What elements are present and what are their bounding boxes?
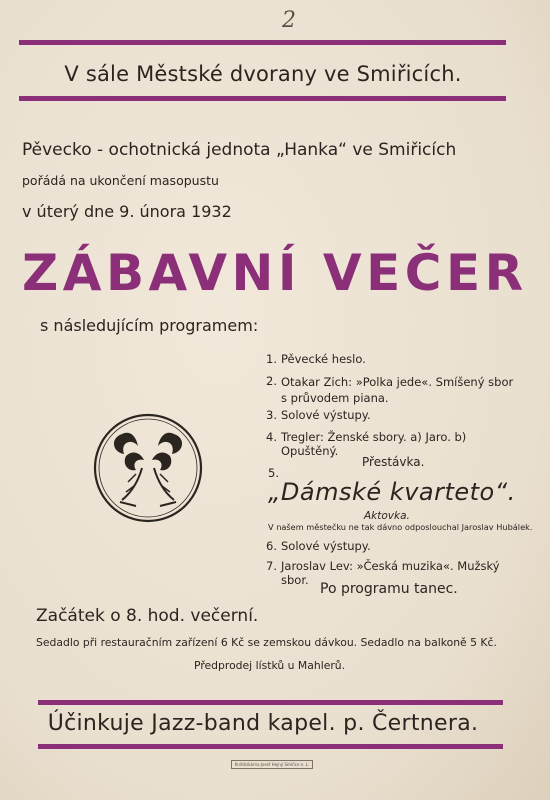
interval-label: Přestávka. — [362, 455, 425, 469]
occasion-line: pořádá na ukončení masopustu — [22, 173, 219, 188]
quartet-note: V našem městečku ne tak dávno odposlouchal Jaroslav Hubálek. — [268, 522, 533, 532]
event-date: v úterý dne 9. února 1932 — [22, 202, 232, 221]
program-item-number: 1. — [266, 352, 277, 366]
program-item-text: Solové výstupy. — [281, 539, 371, 553]
program-item-number: 7. — [266, 559, 277, 573]
bottom-rule-lower — [38, 744, 503, 749]
program-item-number: 5. — [268, 466, 279, 480]
after-program-note: Po programu tanec. — [320, 581, 458, 597]
top-rule-lower — [19, 96, 506, 101]
program-item-number: 6. — [266, 539, 277, 553]
presale-info: Předprodej lístků u Mahlerů. — [194, 659, 346, 672]
organizer-line: Pěvecko - ochotnická jednota „Hanka“ ve Smiřicích — [22, 140, 457, 160]
program-item-text: Jaroslav Lev: »Česká muzika«. Mužský sbor. — [281, 559, 500, 587]
band-credit: Účinkuje Jazz-band kapel. p. Čertnera. — [47, 711, 479, 736]
program-item-text: Otakar Zich: »Polka jede«. Smíšený sbor s průvodem piana. — [281, 375, 514, 405]
program-intro: s následujícím programem: — [40, 316, 259, 335]
seating-prices: Sedadlo při restauračním zařízení 6 Kč se zemskou dávkou. Sedadlo na balkoně 5 Kč. — [36, 636, 497, 649]
program-item-text: Solové výstupy. — [281, 408, 371, 422]
emblem-icon — [92, 412, 204, 524]
event-title: ZÁBAVNÍ VEČER — [22, 244, 528, 302]
quartet-title: „Dámské kvarteto“. — [268, 478, 516, 506]
program-item-number: 3. — [266, 408, 277, 422]
program-item-number: 2. — [266, 374, 277, 388]
bottom-rule-upper — [38, 700, 503, 705]
program-item-number: 4. — [266, 430, 277, 444]
top-rule-upper — [19, 40, 506, 45]
printer-stamp: Knihtiskárna Josef Hejný Smiřice n. L. — [231, 760, 313, 769]
start-time: Začátek o 8. hod. večerní. — [36, 606, 259, 626]
handwritten-page-number: 2 — [282, 8, 296, 33]
quartet-genre: Aktovka. — [364, 510, 410, 522]
program-item-text: Tregler: Ženské sbory. a) Jaro. b) Opuštěný. — [281, 430, 467, 458]
venue-heading: V sále Městské dvorany ve Smiřicích. — [64, 62, 462, 86]
program-item-text: Pěvecké heslo. — [281, 352, 366, 366]
